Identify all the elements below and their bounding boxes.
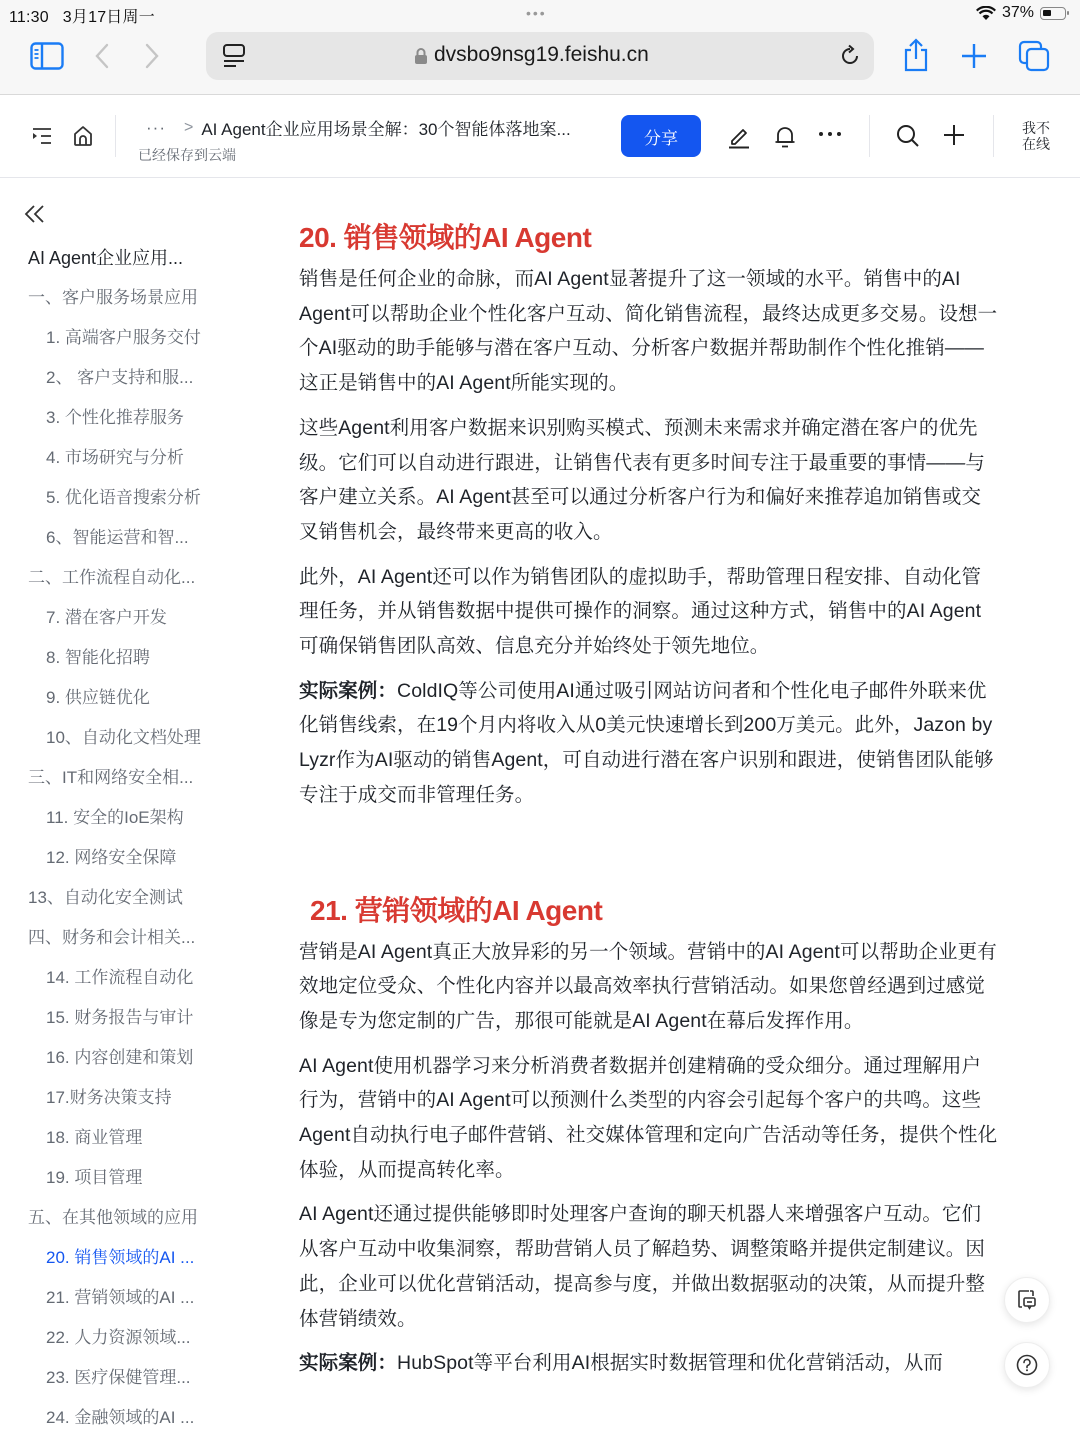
battery-percentage: 37% — [1001, 4, 1034, 21]
sidebar-icon — [30, 42, 64, 70]
outline-item[interactable]: 8. 智能化招聘 — [46, 648, 150, 667]
outline-item[interactable]: 24. 金融领域的AI ... — [46, 1408, 195, 1427]
create-button[interactable] — [943, 124, 965, 146]
case-text: ColdIQ等公司使用AI通过吸引网站访问者和个性化电子邮件外联来优化销售线索，在19个月内将收入从0美元快速增长到200万美元。此外，Jazon by Lyzr作为AI驱动的销售Agent，可自动进行潜在客户识别和跟进，使销售团队能够专注于成交而非管理任务。 — [299, 679, 994, 806]
paragraph[interactable]: 这些Agent利用客户数据来识别购买模式、预测未来需求并确定潜在客户的优先级。它们可以自动进行跟进，让销售代表有更多时间专注于最重要的事情——与客户建立关系。AI Agent甚至可以通过分析客户行为和偏好来推荐追加销售或交叉销售机会，最终带来更高的收入。 — [299, 416, 986, 543]
presence-status[interactable]: 我不在线 — [1022, 120, 1050, 152]
outline-item[interactable]: AI Agent企业应用... — [28, 248, 184, 268]
outline-item[interactable]: 13、自动化安全测试 — [28, 888, 183, 907]
paragraph[interactable]: AI Agent使用机器学习来分析消费者数据并创建精确的受众细分。通过理解用户行为，营销中的AI Agent可以预测什么类型的内容会引起每个客户的共鸣。这些Agent自动执行电子邮件营销、社交媒体管理和定向广告活动等任务，提供个性化体验，从而提高转化率。 — [299, 1054, 998, 1181]
outline-item[interactable]: 17.财务决策支持 — [46, 1088, 172, 1107]
outline-item[interactable]: 15. 财务报告与审计 — [46, 1008, 194, 1027]
outline-item[interactable]: 一、客户服务场景应用 — [28, 288, 198, 307]
share-icon — [902, 38, 930, 72]
section-marketing — [299, 823, 999, 1381]
outline-item[interactable]: 19. 项目管理 — [46, 1168, 143, 1187]
outline-item[interactable]: 4. 市场研究与分析 — [46, 448, 184, 467]
divider — [115, 115, 116, 157]
outline-item-active[interactable]: 20. 销售领域的AI ... — [46, 1248, 195, 1267]
url-text[interactable]: dvsbo9nsg19.feishu.cn — [434, 43, 649, 66]
paragraph[interactable]: 营销是AI Agent真正大放异彩的另一个领域。营销中的AI Agent可以帮助企业更有效地定位受众、个性化内容并以最高效率执行营销活动。如果您曾经遇到过感觉像是专为您定制的广告，那很可能就是AI Agent在幕后发挥作用。 — [299, 940, 997, 1032]
case-paragraph[interactable] — [299, 674, 999, 813]
outline-item[interactable]: 16. 内容创建和策划 — [46, 1048, 194, 1067]
divider — [993, 115, 994, 157]
double-chevron-left-icon — [24, 204, 46, 224]
outline-item[interactable]: 14. 工作流程自动化 — [46, 968, 194, 987]
bell-icon — [774, 125, 796, 149]
search-icon — [896, 124, 920, 148]
outline-item[interactable]: 2、 客户支持和服... — [46, 368, 194, 387]
page-menu-icon — [222, 43, 246, 69]
outline-item[interactable]: 21. 营销领域的AI ... — [46, 1288, 195, 1307]
outline-item[interactable]: 9. 供应链优化 — [46, 688, 150, 707]
outline-item[interactable]: 四、财务和会计相关... — [28, 928, 196, 947]
reload-button[interactable] — [838, 44, 862, 68]
battery-icon — [1040, 7, 1066, 20]
outline-item[interactable]: 1. 高端客户服务交付 — [46, 328, 201, 347]
date: 3月17日周一 — [62, 9, 155, 26]
more-button[interactable] — [818, 131, 842, 137]
paragraph[interactable]: AI Agent还通过提供能够即时处理客户查询的聊天机器人来增强客户互动。它们从客户互动中收集洞察，帮助营销人员了解趋势、调整策略并提供定制建议。因此，企业可以优化营销活动，提高参与度，并做出数据驱动的决策，从而提升整体营销绩效。 — [299, 1203, 986, 1330]
case-label: 实际案例： — [299, 1352, 398, 1375]
outline-item[interactable]: 11. 安全的IoE架构 — [46, 808, 184, 827]
forward-button[interactable] — [142, 42, 162, 70]
address-bar[interactable] — [206, 32, 874, 80]
more-horizontal-icon — [818, 131, 842, 137]
home-icon — [72, 125, 94, 147]
reader-mode-button[interactable] — [222, 43, 246, 69]
status-time — [9, 4, 155, 27]
status-indicators — [976, 4, 1066, 22]
share-sheet-button[interactable] — [902, 38, 930, 72]
section-heading: 21. 营销领域的AI Agent — [310, 894, 603, 926]
home-button[interactable] — [72, 125, 94, 147]
breadcrumb-separator: > — [183, 118, 194, 136]
outline-item[interactable]: 二、工作流程自动化... — [28, 568, 196, 587]
document-body — [299, 178, 999, 1391]
outline-list — [0, 238, 262, 1438]
outline-item[interactable]: 10、自动化文档处理 — [46, 728, 201, 747]
plus-icon — [943, 124, 965, 146]
clock: 11:30 — [9, 9, 49, 26]
save-status: 已经保存到云端 — [138, 147, 236, 163]
sidebar-toggle-button[interactable] — [30, 42, 64, 70]
outline-item[interactable]: 6、智能运营和智... — [46, 528, 189, 547]
browser-toolbar — [0, 0, 1080, 95]
outline-item[interactable]: 12. 网络安全保障 — [46, 848, 177, 867]
tabs-icon — [1018, 40, 1050, 72]
back-button[interactable] — [92, 42, 112, 70]
divider — [869, 115, 870, 157]
lock-icon — [414, 47, 428, 65]
outline-item[interactable]: 5. 优化语音搜索分析 — [46, 488, 201, 507]
help-button[interactable] — [1004, 1342, 1050, 1388]
reload-icon — [838, 44, 862, 68]
multitasking-dots[interactable]: ••• — [526, 5, 547, 21]
paragraph[interactable]: 销售是任何企业的命脉，而AI Agent显著提升了这一领域的水平。销售中的AI Agent可以帮助企业个性化客户互动、简化销售流程，最终达成更多交易。设想一个AI驱动的助手能够与潜在客户互动、分析客户数据并帮助制作个性化推销——这正是销售中的AI Agent所能实现的。 — [299, 268, 998, 395]
outline-item[interactable]: 18. 商业管理 — [46, 1128, 143, 1147]
breadcrumb — [146, 115, 571, 140]
comment-doc-icon — [1017, 1289, 1037, 1311]
case-paragraph[interactable] — [299, 1346, 999, 1381]
chevron-left-icon — [92, 42, 112, 70]
help-icon — [1016, 1354, 1038, 1376]
doc-title[interactable]: AI Agent企业应用场景全解：30个智能体落地案... — [201, 120, 571, 139]
tabs-overview-button[interactable] — [1018, 40, 1050, 72]
outline-sidebar — [0, 178, 262, 1440]
section-sales — [299, 178, 999, 813]
outline-item[interactable]: 五、在其他领域的应用 — [28, 1208, 198, 1227]
doc-header — [0, 95, 1080, 178]
notifications-button[interactable] — [774, 125, 796, 149]
paragraph[interactable]: 此外，AI Agent还可以作为销售团队的虚拟助手，帮助管理日程安排、自动化管理任务，并从销售数据中提供可操作的洞察。通过这种方式，销售中的AI Agent可确保销售团队高效、信息充分并始终处于领先地位。 — [299, 565, 982, 658]
case-text: HubSpot等平台利用AI根据实时数据管理和优化营销活动，从而 — [397, 1352, 944, 1375]
chevron-right-icon — [142, 42, 162, 70]
case-label: 实际案例： — [299, 679, 398, 702]
new-tab-button[interactable] — [960, 42, 988, 70]
outline-item[interactable]: 22. 人力资源领域... — [46, 1328, 191, 1347]
section-heading: 20. 销售领域的AI Agent — [299, 222, 592, 253]
pencil-icon — [728, 125, 750, 149]
outline-item[interactable]: 7. 潜在客户开发 — [46, 608, 167, 627]
outline-expand-icon — [32, 127, 52, 145]
outline-item[interactable]: 3. 个性化推荐服务 — [46, 408, 184, 427]
outline-item[interactable]: 23. 医疗保健管理... — [46, 1368, 191, 1387]
share-button[interactable]: 分享 — [621, 115, 701, 157]
plus-icon — [960, 42, 988, 70]
comments-button[interactable] — [1004, 1277, 1050, 1323]
breadcrumb-more[interactable]: ··· — [146, 117, 166, 137]
collapse-outline-button[interactable] — [24, 204, 46, 229]
edit-button[interactable] — [728, 125, 750, 149]
outline-toggle-button[interactable] — [32, 127, 52, 145]
outline-item[interactable]: 三、IT和网络安全相... — [28, 768, 194, 787]
wifi-icon — [976, 6, 996, 21]
search-button[interactable] — [896, 124, 920, 148]
